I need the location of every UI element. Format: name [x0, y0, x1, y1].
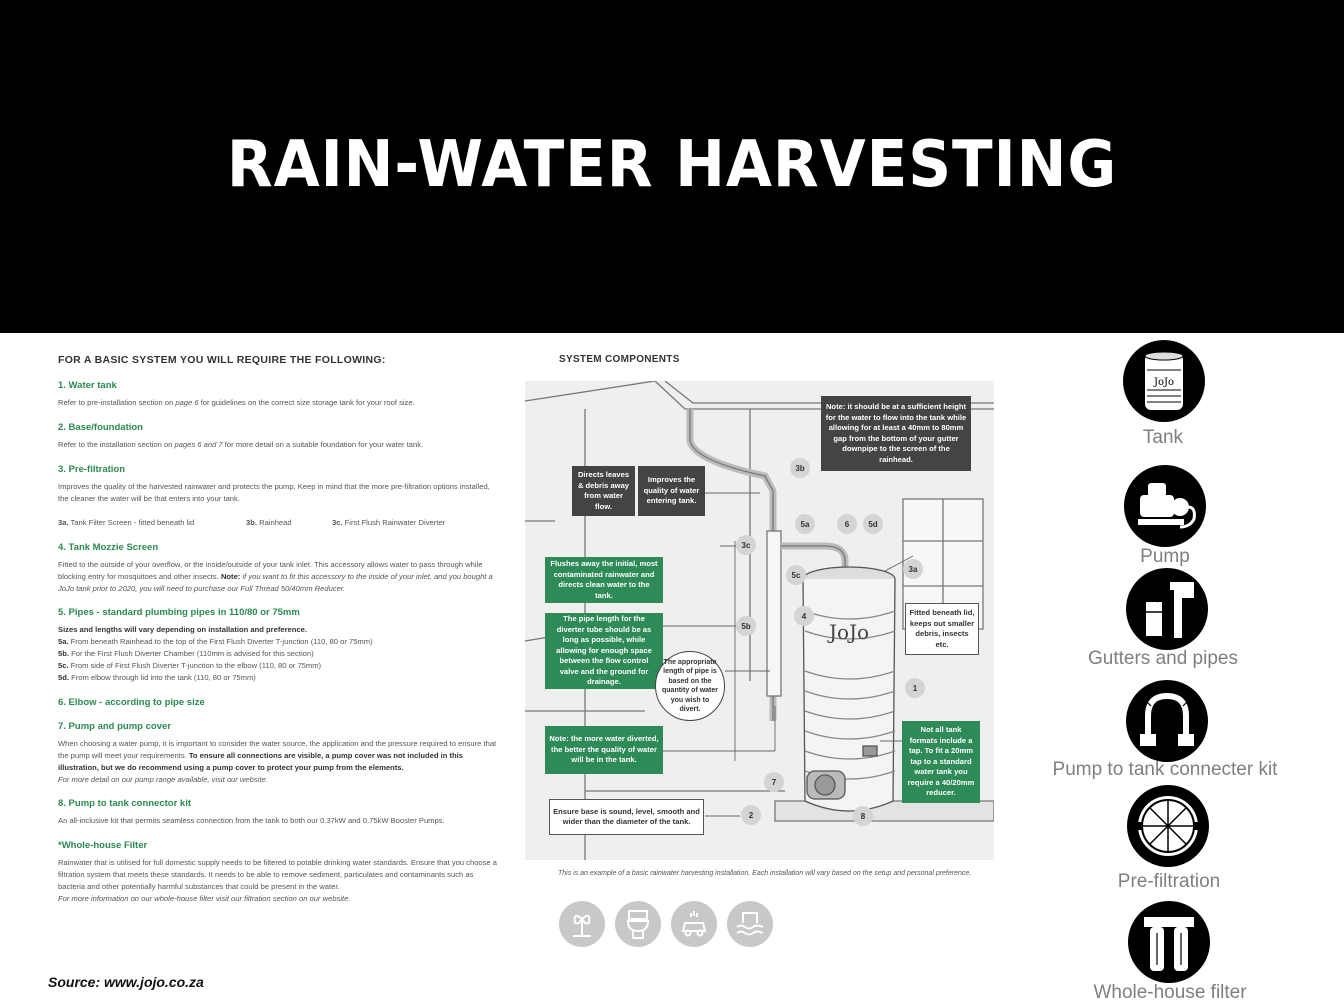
pipe-5c: From side of First Flush Diverter T-junction to the elbow (110, 80 or 75mm)	[68, 661, 322, 670]
section-prefiltration	[58, 464, 498, 505]
pipe-5b: For the First Flush Diverter Chamber (110mm is advised for this section)	[68, 649, 314, 658]
section-connector-kit	[58, 798, 498, 827]
note-appropriate-length: The appropriate length of pipe is based on the quantity of water you wish to divert.	[655, 651, 725, 721]
label-7: 7	[764, 772, 784, 792]
pipes-note: Sizes and lengths will vary depending on installation and preference.	[58, 625, 307, 634]
section-text-italic: pages 6 and 7	[174, 440, 223, 449]
note-text: if you want to fit this accessory to the inside of your inlet, and you bought a JoJo tank prior to 2020, you will need to purchase our Full Thread 50/40mm Reducer.	[58, 572, 493, 593]
section-whole-house-filter	[58, 840, 498, 905]
section-mozzie-screen	[58, 542, 498, 595]
pump-to-tank-connector-kit-label: Pump to tank connecter kit	[1052, 759, 1278, 780]
section-text: for more detail on a suitable foundation for your water tank.	[222, 440, 424, 449]
label-5c: 5c	[786, 565, 806, 585]
section-pump	[58, 721, 498, 786]
page-title: RAIN-WATER HARVESTING	[226, 128, 1118, 202]
whole-house-filter-label: Whole-house filter	[1093, 982, 1247, 1003]
item-3a: 3a. Tank Filter Screen - fitted beneath lid	[58, 518, 195, 527]
pump-to-tank-connector-kit-icon	[1126, 680, 1208, 762]
label-8: 8	[853, 806, 873, 826]
whole-house-filter-icon	[1128, 901, 1210, 983]
note-not-all-tanks: Not all tank formats include a tap. To fit a 20mm tap to a standard water tank you require a 40/20mm reducer.	[902, 721, 980, 803]
section-water-tank	[58, 380, 498, 409]
section-heading: *Whole-house Filter	[58, 840, 148, 851]
section-text-italic: page 6	[175, 398, 199, 407]
section-base	[58, 422, 498, 451]
tank-icon	[1123, 340, 1205, 422]
source-citation: Source: www.jojo.co.za	[48, 974, 204, 990]
section-heading: 5. Pipes - standard plumbing pipes in 110/80 or 75mm	[58, 607, 300, 618]
toilet-icon	[615, 901, 661, 947]
label-2: 2	[741, 805, 761, 825]
system-diagram	[525, 381, 994, 860]
section-text: Improves the quality of the harvested rainwater and protects the pump. Keep in mind that the more pre-filtration options installed, the cleaner the water will be that enters into your tank.	[58, 482, 490, 503]
label-6: 6	[837, 514, 857, 534]
section-text-italic: For more information on our whole-house filter visit our filtration section on our website.	[58, 894, 351, 903]
pump-label: Pump	[1140, 546, 1190, 567]
pool-icon	[727, 901, 773, 947]
pipe-5d: From elbow through lid into the tank (110, 80 or 75mm)	[68, 673, 256, 682]
section-text: When choosing a water pump, it is important to consider the water source, the application and the pressure required to ensure that the pump will meet your requirements.	[58, 739, 497, 760]
label-5b: 5b	[736, 616, 756, 636]
gutters-and-pipes-icon	[1126, 568, 1208, 650]
label-1: 1	[905, 678, 925, 698]
pipe-5a: From beneath Rainhead to the top of the First Flush Diverter T-junction (110, 80 or 75mm)	[68, 637, 373, 646]
pump-icon	[1124, 465, 1206, 547]
section-heading: 4. Tank Mozzie Screen	[58, 542, 159, 553]
tank-brand: JoJo	[828, 620, 870, 644]
pre-filtration-label: Pre-filtration	[1117, 871, 1221, 892]
section-text: Refer to the installation section on	[58, 440, 175, 449]
section-heading: 1. Water tank	[58, 380, 117, 391]
section-heading: 3. Pre-filtration	[58, 464, 126, 475]
tank-label: Tank	[1142, 427, 1184, 448]
note-rainhead-height: Note: it should be at a sufficient height for the water to flow into the tank while allowing for at least a 40mm to 80mm gap from the bottom of your gutter downpipe to the screen of the rainhead.	[821, 396, 971, 471]
section-elbow	[58, 697, 498, 714]
section-heading: 6. Elbow - according to pipe size	[58, 697, 205, 708]
note-improves-quality: Improves the quality of water entering tank.	[638, 466, 705, 516]
note-fitted-beneath-lid: Fitted beneath lid, keeps out smaller debris, insects etc.	[905, 603, 979, 655]
note-directs-leaves: Directs leaves & debris away from water flow.	[572, 466, 635, 516]
section-text: for guidelines on the correct size storage tank for your roof size.	[198, 398, 415, 407]
note-flushes: Flushes away the initial, most contaminated rainwater and directs clean water to the tank.	[545, 557, 663, 603]
item-3b: 3b. Rainhead	[246, 518, 292, 527]
section-heading: 2. Base/foundation	[58, 422, 143, 433]
note-ensure-base: Ensure base is sound, level, smooth and wider than the diameter of the tank.	[549, 799, 704, 835]
item-3c: 3c. First Flush Rainwater Diverter	[332, 518, 446, 527]
label-5d: 5d	[863, 514, 883, 534]
section-text: Refer to pre-installation section on	[58, 398, 176, 407]
note-more-water: Note: the more water diverted, the better the quality of water will be in the tank.	[545, 726, 663, 774]
section-text: Rainwater that is utilised for full domestic supply needs to be filtered to potable drinking water standards. Ensure that you choose a filtration system that meets these standards. It needs to be able to remove sediment, particulates and contaminants such as bacteria and other potentially harmful substances that could be present in the water.	[58, 858, 497, 891]
section-text: Fitted to the outside of your overflow, or the inside/outside of your tank inlet. This accessory allows water to pass through while blocking entry for mosquitoes and other insects.	[58, 560, 483, 581]
gutters-and-pipes-label: Gutters and pipes	[1088, 648, 1238, 669]
components-heading: SYSTEM COMPONENTS	[559, 354, 680, 365]
tank-icon-brand: JoJo	[1153, 377, 1175, 388]
section-text-bold: To ensure all connections are visible, a pump cover was not included in this illustration, but we do recommend using a pump cover to protect your pump from the elements.	[58, 751, 463, 772]
diagram-caption: This is an example of a basic rainwater harvesting installation. Each installation will vary based on the setup and personal preference.	[558, 870, 972, 877]
label-3c: 3c	[736, 535, 756, 555]
section-heading: 8. Pump to tank connector kit	[58, 798, 192, 809]
label-3b: 3b	[790, 458, 810, 478]
note-label: Note:	[220, 572, 241, 581]
section-text: An all-inclusive kit that permits seamless connection from the tank to both our 0.37kW and 0.75kW Booster Pumps.	[58, 816, 445, 825]
note-pipe-length: The pipe length for the diverter tube should be as long as possible, while allowing for enough space between the flow control valve and the ground for drainage.	[545, 613, 663, 689]
section-heading: 7. Pump and pump cover	[58, 721, 171, 732]
garden-icon	[559, 901, 605, 947]
pre-filtration-icon	[1127, 785, 1209, 867]
label-3a: 3a	[903, 559, 923, 579]
section-pipes: 5. Pipes - standard plumbing pipes in 110/80 or 75mm Sizes and lengths will vary depending on installation and preference. 5a. From beneath Rainhead to the top of the First Flush Diverter T-junction (110, 80 or 75mm) 5b. For the First Flush Diverter Chamber (110mm is advised for this section) 5c. From side of First Flush Diverter T-junction to the elbow (110, 80 or 75mm) 5d. From elbow through lid into the tank (110, 80 or 75mm)	[58, 607, 498, 684]
title-banner	[0, 0, 1344, 333]
car-wash-icon	[671, 901, 717, 947]
section-text-italic: For more detail on our pump range available, visit our website.	[58, 775, 268, 784]
requirements-heading: FOR A BASIC SYSTEM YOU WILL REQUIRE THE FOLLOWING:	[58, 354, 386, 366]
label-4: 4	[794, 606, 814, 626]
label-5a: 5a	[795, 514, 815, 534]
